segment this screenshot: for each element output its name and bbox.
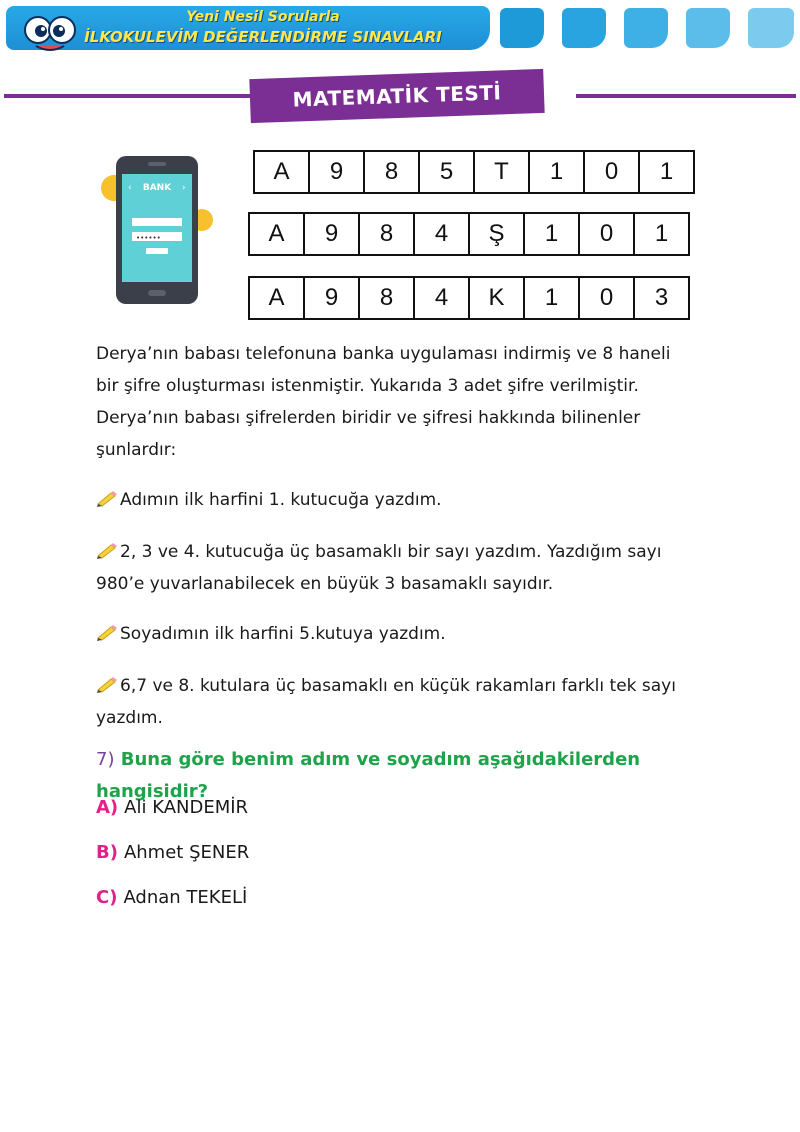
header-tile-4 (686, 8, 730, 48)
code-cell: 0 (580, 214, 635, 254)
option-c[interactable] (96, 884, 247, 912)
clue-line: yazdım. (96, 708, 163, 728)
code-cell: 1 (654, 220, 669, 247)
intro-paragraph (96, 338, 716, 466)
question-text: Buna göre benim adım ve soyadım aşağıdakilerden hangisidir? (96, 749, 641, 802)
intro-line: Derya’nın babası telefonuna banka uygulaması indirmiş ve 8 haneli (96, 344, 671, 364)
title-divider-right (576, 94, 796, 98)
code-cell: 9 (305, 214, 360, 254)
option-letter: A) (96, 797, 119, 818)
intro-line: şunlardır: (96, 440, 177, 460)
clue-1 (96, 484, 716, 516)
option-b[interactable] (96, 839, 249, 867)
clue-3 (96, 618, 716, 650)
clue-line: 2, 3 ve 4. kutucuğa üç basamaklı bir sayı yazdım. Yazdığım sayı (120, 542, 662, 562)
header-tile-3 (624, 8, 668, 48)
clue-line: 6,7 ve 8. kutulara üç basamaklı en küçük rakamları farklı tek sayı (120, 676, 676, 696)
pencil-icon (96, 541, 118, 559)
title-divider-left (4, 94, 256, 98)
bank-phone-icon (98, 152, 214, 306)
code-cell: A (250, 278, 305, 318)
code-cell: 0 (585, 152, 640, 192)
header-tile-5 (748, 8, 794, 48)
code-cell: 8 (360, 214, 415, 254)
code-cell: 1 (525, 278, 580, 318)
option-letter: B) (96, 842, 118, 863)
intro-line: bir şifre oluşturması istenmiştir. Yukarıda 3 adet şifre verilmiştir. (96, 376, 639, 396)
clue-2 (96, 536, 716, 600)
clue-line: Adımın ilk harfini 1. kutucuğa yazdım. (120, 490, 442, 510)
page-title: MATEMATİK TESTİ (292, 80, 502, 112)
code-cell: K (470, 278, 525, 318)
code-cell: 8 (365, 152, 420, 192)
phone-bank-label: BANK (142, 183, 172, 193)
pencil-icon (96, 675, 118, 693)
clue-line: Soyadımın ilk harfini 5.kutuya yazdım. (120, 624, 446, 644)
code-cell: 8 (360, 278, 415, 318)
option-text: Ahmet ŞENER (123, 842, 250, 863)
option-a[interactable] (96, 794, 248, 822)
option-text: Adnan TEKELİ (123, 887, 248, 908)
phone-password-mask: •••••• (136, 234, 161, 242)
header-tile-1 (500, 8, 544, 48)
svg-text:‹: ‹ (128, 183, 132, 193)
banner-title: İLKOKULEVİM DEĞERLENDİRME SINAVLARI (84, 28, 442, 46)
option-letter: C) (96, 887, 118, 908)
banner-subtitle: Yeni Nesil Sorularla (186, 9, 340, 25)
intro-line: Derya’nın babası şifrelerden biridir ve şifresi hakkında bilinenler (96, 408, 641, 428)
code-cell: T (475, 152, 530, 192)
password-option-2 (248, 212, 690, 256)
code-cell: 9 (310, 152, 365, 192)
clue-line: 980’e yuvarlanabilecek en büyük 3 basamaklı sayıdır. (96, 574, 554, 594)
password-option-3 (248, 276, 690, 320)
code-cell: 0 (580, 278, 635, 318)
title-ribbon (249, 69, 544, 123)
code-cell: 1 (659, 158, 674, 185)
code-cell: 4 (415, 214, 470, 254)
question-number: 7) (96, 749, 115, 770)
header-tile-2 (562, 8, 606, 48)
pencil-icon (96, 489, 118, 507)
code-cell: 1 (530, 152, 585, 192)
code-cell: Ş (470, 214, 525, 254)
code-cell: 5 (420, 152, 475, 192)
clue-4 (96, 670, 716, 734)
pencil-icon (96, 623, 118, 641)
code-cell: 1 (525, 214, 580, 254)
code-cell: A (255, 152, 310, 192)
code-cell: 3 (654, 284, 669, 311)
code-cell: 4 (415, 278, 470, 318)
svg-text:›: › (182, 183, 186, 193)
header-banner (6, 6, 490, 50)
option-text: Ali KANDEMİR (124, 797, 249, 818)
code-cell: A (250, 214, 305, 254)
code-cell: 9 (305, 278, 360, 318)
password-option-1 (253, 150, 695, 194)
